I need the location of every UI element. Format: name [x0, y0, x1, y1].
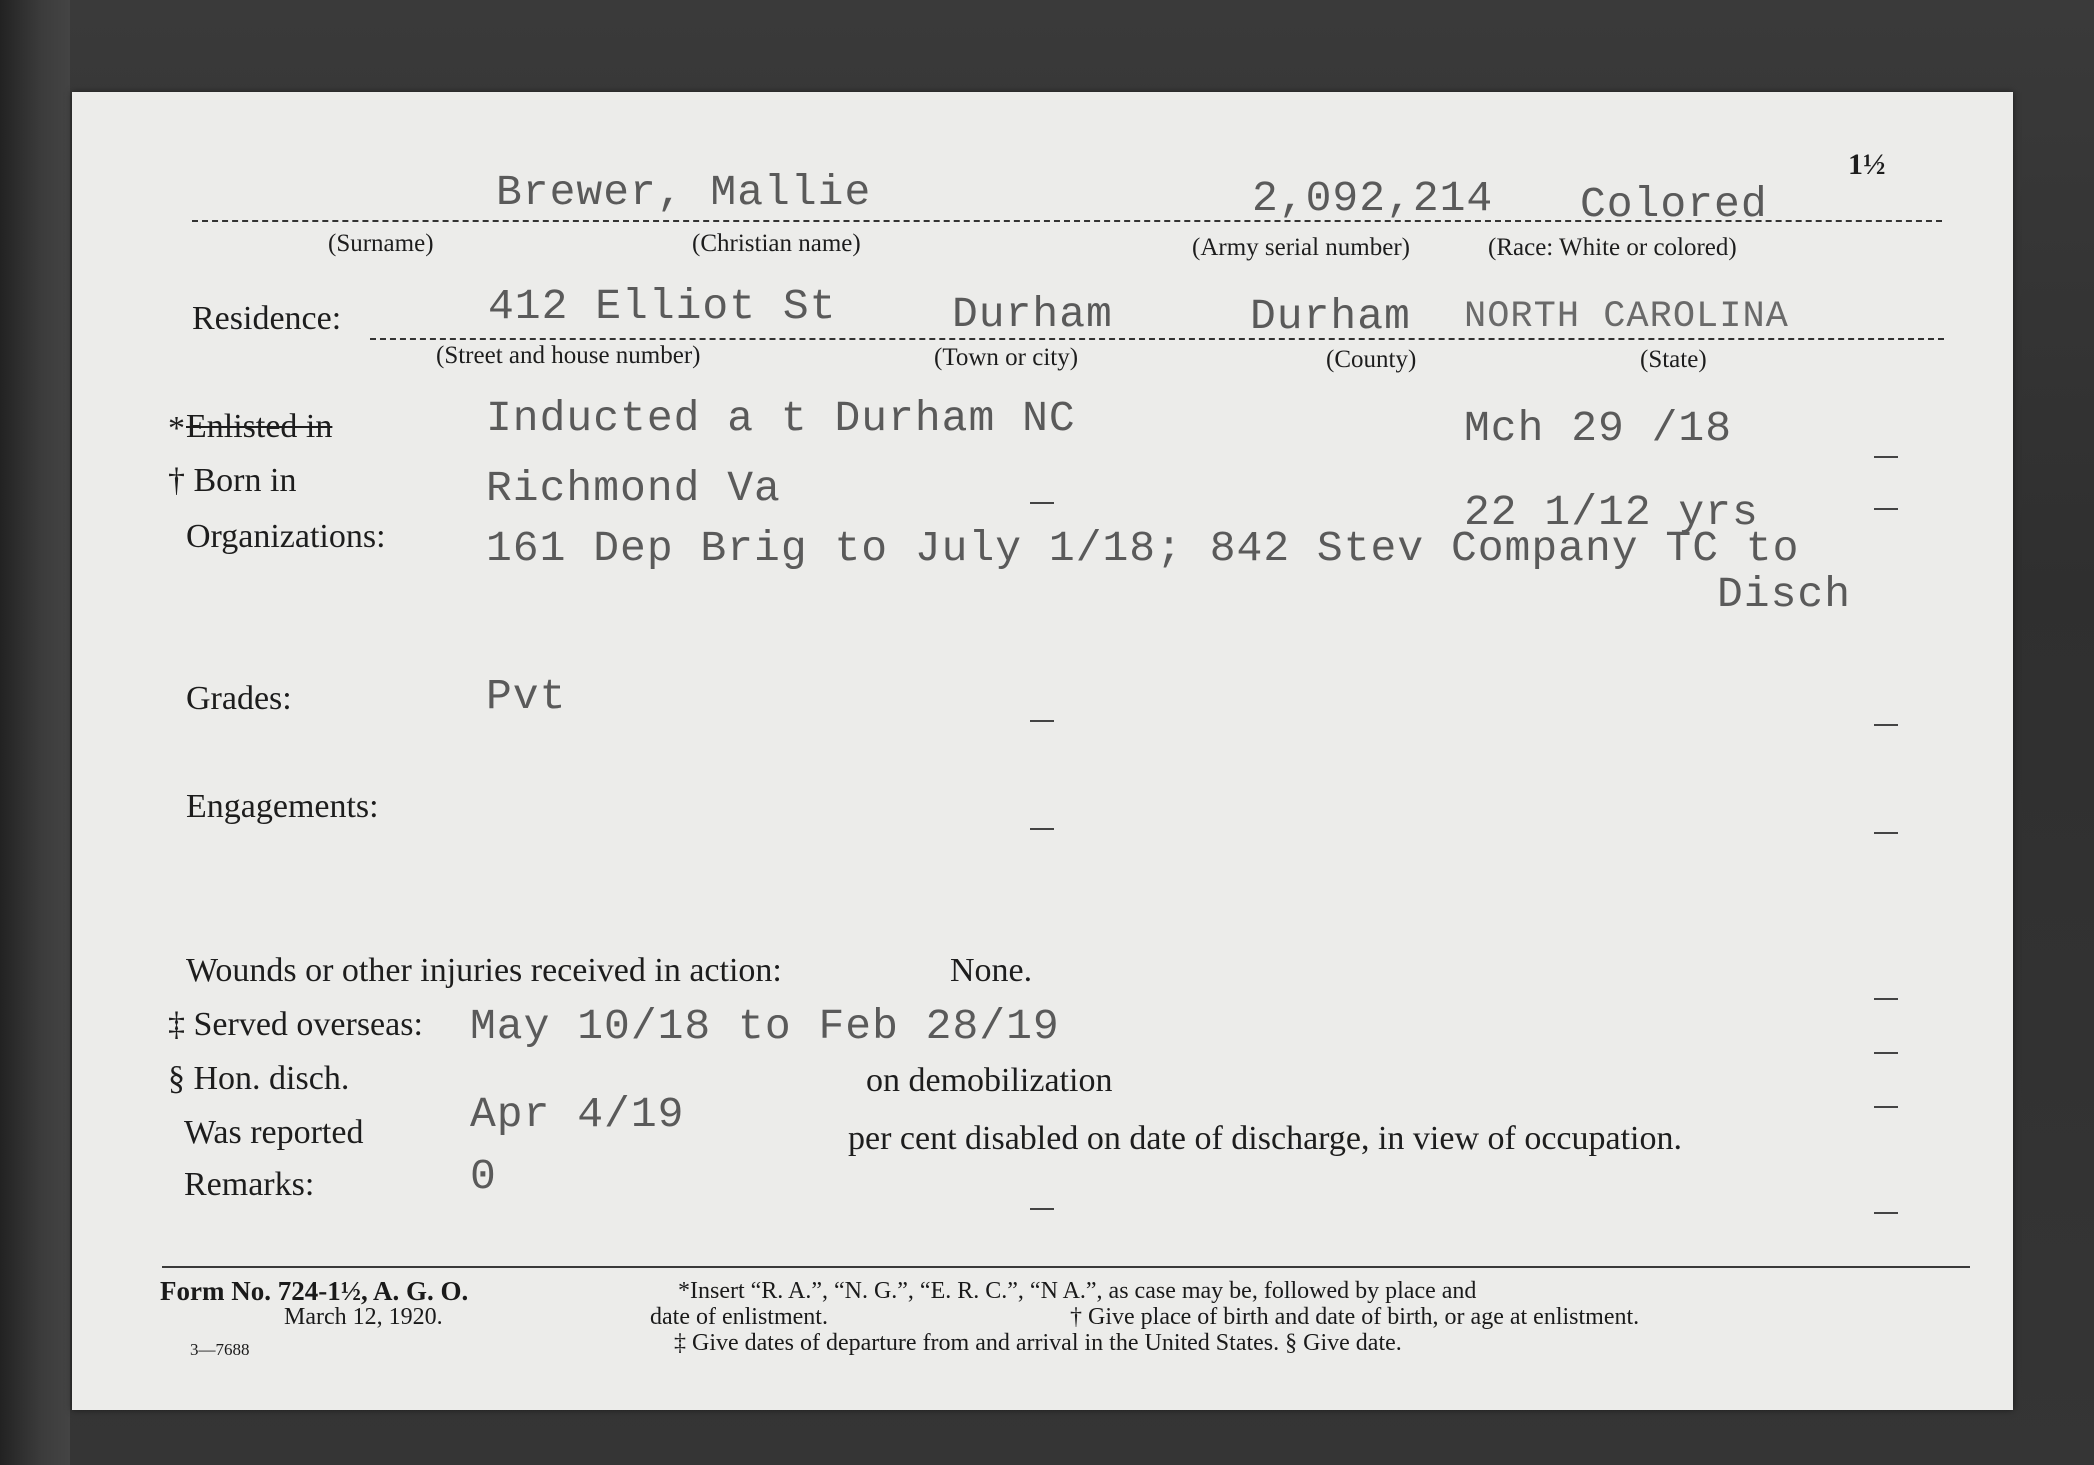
residence-street: 412 Elliot St	[488, 282, 837, 331]
enlisted-date: Mch 29 /18	[1464, 404, 1733, 453]
wounds-label: Wounds or other injuries received in action:	[186, 952, 782, 989]
footer-rule	[162, 1266, 1970, 1268]
organizations-label: Organizations:	[186, 518, 386, 555]
enlisted-value: Inducted a t Durham NC	[486, 394, 1076, 443]
dash-remarks-mid	[1030, 1208, 1054, 1210]
dash-hon-disch	[1874, 1106, 1898, 1108]
dash-wounds	[1874, 998, 1898, 1000]
street-caption: (Street and house number)	[436, 342, 701, 369]
christian-caption: (Christian name)	[692, 230, 861, 257]
dash-engagements	[1874, 832, 1898, 834]
hon-disch-label: § Hon. disch.	[168, 1060, 350, 1097]
state-caption: (State)	[1640, 346, 1707, 373]
reported-value: 0	[470, 1152, 497, 1201]
race-value: Colored	[1580, 180, 1768, 229]
engagements-label: Engagements:	[186, 788, 379, 825]
record-card	[72, 92, 2013, 1410]
background-edge	[0, 0, 70, 1465]
hon-disch-note: on demobilization	[866, 1062, 1113, 1099]
overseas-value: May 10/18 to Feb 28/19	[470, 1002, 1060, 1051]
born-value: Richmond Va	[486, 464, 781, 513]
race-caption: (Race: White or colored)	[1488, 234, 1737, 261]
footnote-insert: *Insert “R. A.”, “N. G.”, “E. R. C.”, “N A.”, as case may be, followed by place and	[678, 1278, 1477, 1304]
serial-value: 2,092,214	[1252, 174, 1494, 223]
wounds-value: None.	[950, 952, 1033, 989]
residence-label: Residence:	[192, 300, 342, 337]
footnote-birth: † Give place of birth and date of birth, or age at enlistment.	[1070, 1304, 1640, 1330]
town-caption: (Town or city)	[934, 344, 1079, 371]
organizations-value: 161 Dep Brig to July 1/18; 842 Stev Company TC to	[486, 524, 1800, 573]
dash-grades-mid	[1030, 720, 1054, 722]
overseas-label: ‡ Served overseas:	[168, 1006, 423, 1043]
dash-born	[1874, 508, 1898, 510]
surname-value: Brewer, Mallie	[496, 168, 872, 217]
enlisted-star: *	[168, 410, 185, 447]
residence-town: Durham	[952, 290, 1113, 339]
reported-label: Was reported	[184, 1114, 364, 1151]
dash-remarks	[1874, 1212, 1898, 1214]
dash-grades	[1874, 724, 1898, 726]
county-caption: (County)	[1326, 346, 1417, 373]
grades-value: Pvt	[486, 672, 567, 721]
grades-label: Grades:	[186, 680, 292, 717]
card-fraction: 1½	[1848, 148, 1886, 181]
footnote-overseas: ‡ Give dates of departure from and arrival in the United States. § Give date.	[674, 1330, 1402, 1356]
serial-caption: (Army serial number)	[1192, 234, 1410, 261]
dash-overseas	[1874, 1052, 1898, 1054]
reported-note: per cent disabled on date of discharge, in view of occupation.	[848, 1120, 1682, 1157]
dash-engagements-mid	[1030, 828, 1054, 830]
enlisted-label: Enlisted in	[186, 408, 333, 445]
form-date: March 12, 1920.	[284, 1304, 443, 1330]
residence-line	[370, 338, 1944, 340]
residence-state: NORTH CAROLINA	[1464, 296, 1789, 338]
surname-caption: (Surname)	[328, 230, 434, 257]
organizations-value-2: Disch	[1717, 570, 1852, 619]
header-line	[192, 220, 1942, 222]
form-code: 3—7688	[190, 1340, 250, 1359]
hon-disch-value: Apr 4/19	[470, 1090, 685, 1139]
dash-enlisted	[1874, 456, 1898, 458]
residence-county: Durham	[1250, 292, 1411, 341]
footnote-enlistment: date of enlistment.	[650, 1304, 828, 1330]
born-age: 22 1/12 yrs	[1464, 488, 1759, 537]
remarks-label: Remarks:	[184, 1166, 315, 1203]
born-label: † Born in	[168, 462, 297, 499]
dash-born-mid	[1030, 502, 1054, 504]
form-number: Form No. 724-1½, A. G. O.	[160, 1276, 469, 1306]
